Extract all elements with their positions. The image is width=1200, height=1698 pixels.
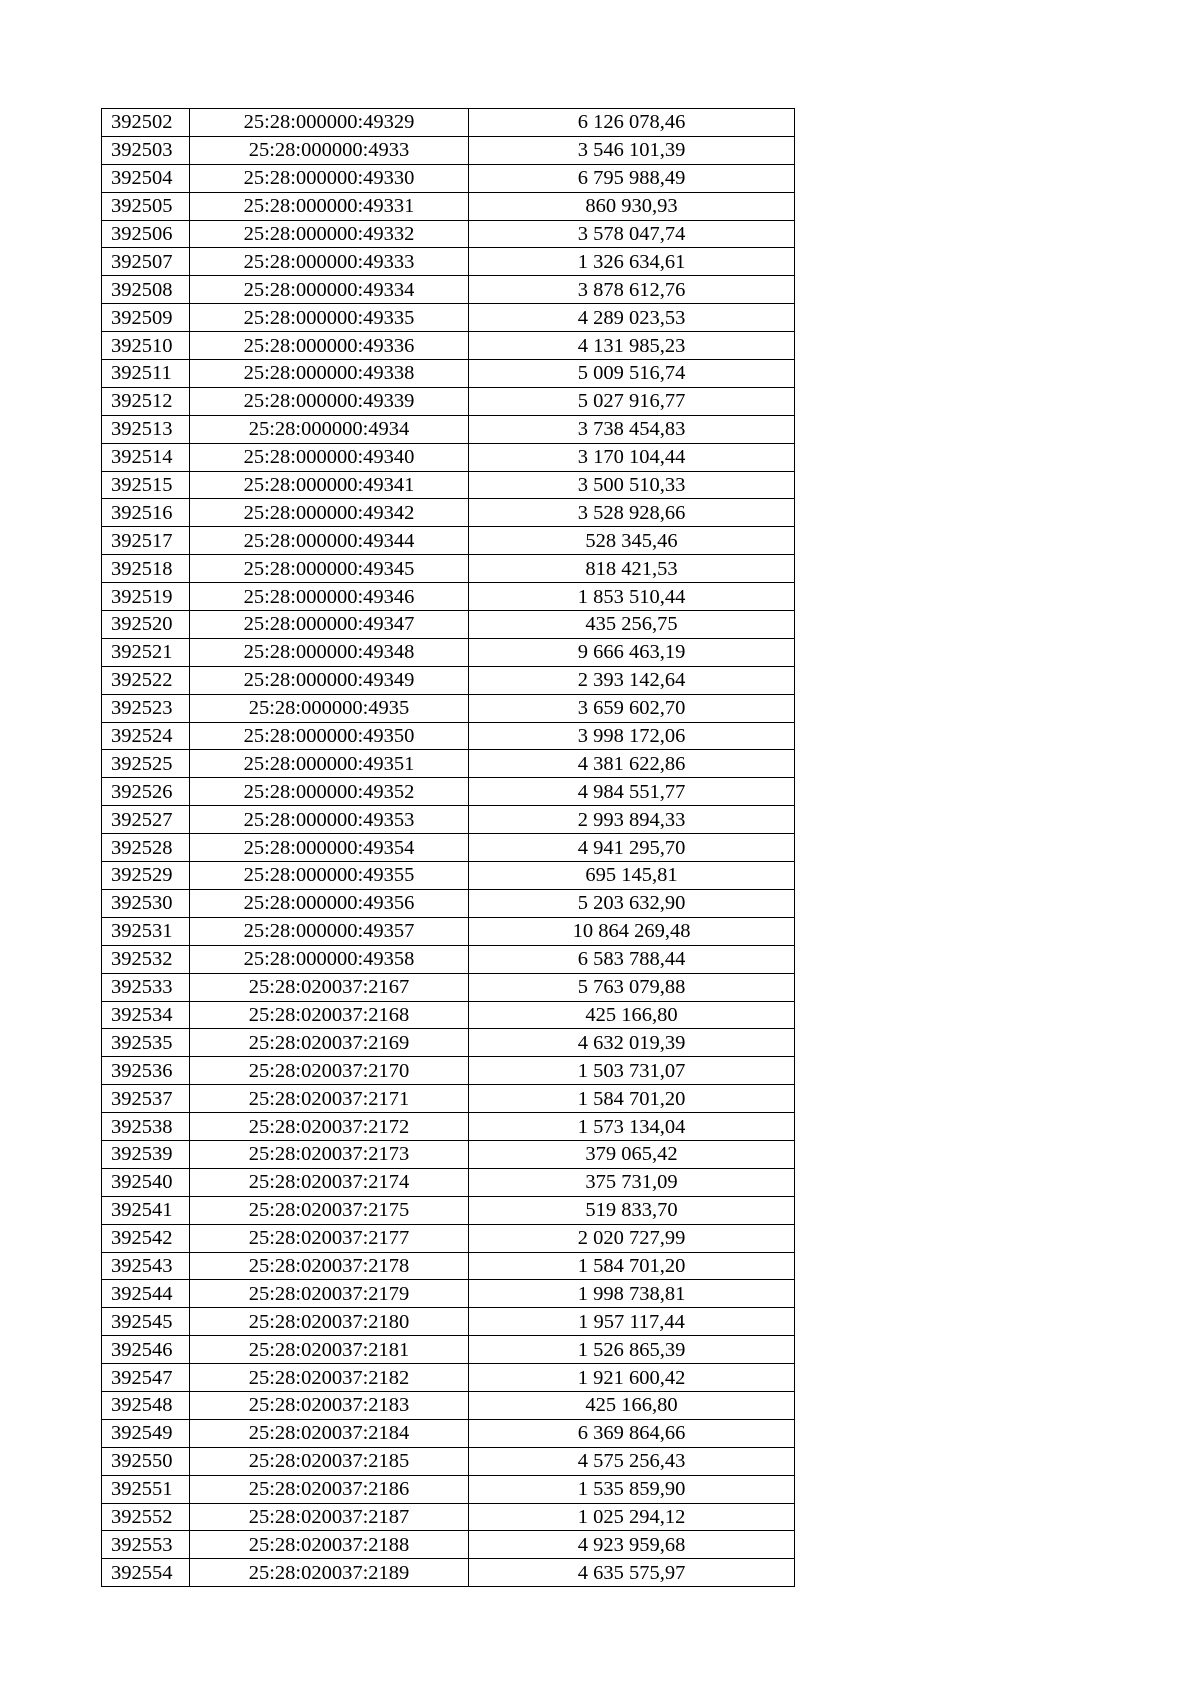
cadastral-value-table bbox=[101, 108, 795, 1587]
table-row bbox=[102, 1001, 795, 1029]
cadastral-number-cell: 25:28:000000:49344 bbox=[190, 527, 469, 555]
table-row bbox=[102, 1140, 795, 1168]
table-row bbox=[102, 1336, 795, 1364]
row-number-cell: 392545 bbox=[102, 1308, 190, 1336]
cadastral-value-cell: 4 575 256,43 bbox=[469, 1447, 795, 1475]
table-row bbox=[102, 1057, 795, 1085]
table-row bbox=[102, 555, 795, 583]
cadastral-number-cell: 25:28:000000:49349 bbox=[190, 666, 469, 694]
cadastral-value-cell: 6 126 078,46 bbox=[469, 109, 795, 137]
cadastral-number-cell: 25:28:000000:49336 bbox=[190, 332, 469, 360]
cadastral-value-cell: 1 326 634,61 bbox=[469, 248, 795, 276]
row-number-cell: 392519 bbox=[102, 583, 190, 611]
cadastral-value-cell: 1 503 731,07 bbox=[469, 1057, 795, 1085]
table-row bbox=[102, 499, 795, 527]
table-row bbox=[102, 1029, 795, 1057]
row-number-cell: 392549 bbox=[102, 1419, 190, 1447]
cadastral-value-cell: 4 984 551,77 bbox=[469, 778, 795, 806]
cadastral-number-cell: 25:28:020037:2184 bbox=[190, 1419, 469, 1447]
cadastral-number-cell: 25:28:020037:2173 bbox=[190, 1140, 469, 1168]
cadastral-value-cell: 5 203 632,90 bbox=[469, 889, 795, 917]
table-row bbox=[102, 1531, 795, 1559]
cadastral-number-cell: 25:28:020037:2182 bbox=[190, 1364, 469, 1392]
row-number-cell: 392536 bbox=[102, 1057, 190, 1085]
cadastral-number-cell: 25:28:020037:2172 bbox=[190, 1113, 469, 1141]
row-number-cell: 392540 bbox=[102, 1168, 190, 1196]
cadastral-value-cell: 2 993 894,33 bbox=[469, 806, 795, 834]
table-row bbox=[102, 750, 795, 778]
row-number-cell: 392551 bbox=[102, 1475, 190, 1503]
cadastral-value-cell: 3 578 047,74 bbox=[469, 220, 795, 248]
cadastral-number-cell: 25:28:000000:49340 bbox=[190, 443, 469, 471]
cadastral-value-cell: 1 025 294,12 bbox=[469, 1503, 795, 1531]
cadastral-number-cell: 25:28:000000:49330 bbox=[190, 164, 469, 192]
row-number-cell: 392547 bbox=[102, 1364, 190, 1392]
cadastral-number-cell: 25:28:000000:49353 bbox=[190, 806, 469, 834]
row-number-cell: 392542 bbox=[102, 1224, 190, 1252]
cadastral-number-cell: 25:28:000000:49355 bbox=[190, 862, 469, 890]
cadastral-value-cell: 3 546 101,39 bbox=[469, 136, 795, 164]
cadastral-value-cell: 435 256,75 bbox=[469, 611, 795, 639]
row-number-cell: 392537 bbox=[102, 1085, 190, 1113]
cadastral-value-cell: 4 635 575,97 bbox=[469, 1559, 795, 1587]
cadastral-number-cell: 25:28:020037:2187 bbox=[190, 1503, 469, 1531]
cadastral-value-cell: 3 500 510,33 bbox=[469, 471, 795, 499]
row-number-cell: 392516 bbox=[102, 499, 190, 527]
cadastral-number-cell: 25:28:020037:2174 bbox=[190, 1168, 469, 1196]
table-row bbox=[102, 1364, 795, 1392]
row-number-cell: 392550 bbox=[102, 1447, 190, 1475]
cadastral-value-cell: 4 632 019,39 bbox=[469, 1029, 795, 1057]
table-row bbox=[102, 973, 795, 1001]
cadastral-number-cell: 25:28:020037:2185 bbox=[190, 1447, 469, 1475]
cadastral-number-cell: 25:28:020037:2177 bbox=[190, 1224, 469, 1252]
table-row bbox=[102, 1559, 795, 1587]
cadastral-number-cell: 25:28:000000:4934 bbox=[190, 415, 469, 443]
cadastral-value-cell: 379 065,42 bbox=[469, 1140, 795, 1168]
cadastral-number-cell: 25:28:000000:49358 bbox=[190, 945, 469, 973]
cadastral-number-cell: 25:28:000000:4933 bbox=[190, 136, 469, 164]
row-number-cell: 392514 bbox=[102, 443, 190, 471]
table-row bbox=[102, 889, 795, 917]
cadastral-value-cell: 3 528 928,66 bbox=[469, 499, 795, 527]
cadastral-number-cell: 25:28:020037:2171 bbox=[190, 1085, 469, 1113]
table-row bbox=[102, 1280, 795, 1308]
cadastral-number-cell: 25:28:000000:49348 bbox=[190, 638, 469, 666]
table-row bbox=[102, 1224, 795, 1252]
cadastral-value-cell: 1 921 600,42 bbox=[469, 1364, 795, 1392]
table-row bbox=[102, 945, 795, 973]
row-number-cell: 392503 bbox=[102, 136, 190, 164]
cadastral-value-cell: 4 289 023,53 bbox=[469, 304, 795, 332]
row-number-cell: 392520 bbox=[102, 611, 190, 639]
cadastral-number-cell: 25:28:020037:2179 bbox=[190, 1280, 469, 1308]
row-number-cell: 392530 bbox=[102, 889, 190, 917]
cadastral-number-cell: 25:28:000000:49346 bbox=[190, 583, 469, 611]
table-row bbox=[102, 220, 795, 248]
cadastral-number-cell: 25:28:020037:2181 bbox=[190, 1336, 469, 1364]
table-row bbox=[102, 1085, 795, 1113]
table-row bbox=[102, 1252, 795, 1280]
table-row bbox=[102, 1196, 795, 1224]
cadastral-value-cell: 1 584 701,20 bbox=[469, 1085, 795, 1113]
table-row bbox=[102, 666, 795, 694]
table-row bbox=[102, 443, 795, 471]
table-row bbox=[102, 778, 795, 806]
row-number-cell: 392515 bbox=[102, 471, 190, 499]
cadastral-value-cell: 1 998 738,81 bbox=[469, 1280, 795, 1308]
cadastral-number-cell: 25:28:000000:49357 bbox=[190, 917, 469, 945]
cadastral-number-cell: 25:28:020037:2188 bbox=[190, 1531, 469, 1559]
cadastral-value-cell: 425 166,80 bbox=[469, 1001, 795, 1029]
table-row bbox=[102, 136, 795, 164]
row-number-cell: 392504 bbox=[102, 164, 190, 192]
cadastral-value-cell: 860 930,93 bbox=[469, 192, 795, 220]
cadastral-value-cell: 2 393 142,64 bbox=[469, 666, 795, 694]
cadastral-number-cell: 25:28:000000:49352 bbox=[190, 778, 469, 806]
cadastral-value-cell: 1 526 865,39 bbox=[469, 1336, 795, 1364]
table-row bbox=[102, 332, 795, 360]
cadastral-value-cell: 1 573 134,04 bbox=[469, 1113, 795, 1141]
cadastral-number-cell: 25:28:000000:49347 bbox=[190, 611, 469, 639]
row-number-cell: 392508 bbox=[102, 276, 190, 304]
cadastral-value-cell: 519 833,70 bbox=[469, 1196, 795, 1224]
cadastral-number-cell: 25:28:020037:2175 bbox=[190, 1196, 469, 1224]
row-number-cell: 392539 bbox=[102, 1140, 190, 1168]
cadastral-value-cell: 4 941 295,70 bbox=[469, 834, 795, 862]
cadastral-number-cell: 25:28:000000:49351 bbox=[190, 750, 469, 778]
row-number-cell: 392513 bbox=[102, 415, 190, 443]
table-row bbox=[102, 917, 795, 945]
cadastral-number-cell: 25:28:000000:49342 bbox=[190, 499, 469, 527]
cadastral-value-cell: 6 583 788,44 bbox=[469, 945, 795, 973]
table-row bbox=[102, 1168, 795, 1196]
cadastral-number-cell: 25:28:000000:49339 bbox=[190, 387, 469, 415]
row-number-cell: 392552 bbox=[102, 1503, 190, 1531]
row-number-cell: 392529 bbox=[102, 862, 190, 890]
table-row bbox=[102, 360, 795, 388]
cadastral-value-cell: 1 584 701,20 bbox=[469, 1252, 795, 1280]
table-row bbox=[102, 387, 795, 415]
row-number-cell: 392525 bbox=[102, 750, 190, 778]
row-number-cell: 392534 bbox=[102, 1001, 190, 1029]
row-number-cell: 392524 bbox=[102, 722, 190, 750]
row-number-cell: 392506 bbox=[102, 220, 190, 248]
row-number-cell: 392522 bbox=[102, 666, 190, 694]
cadastral-value-cell: 5 027 916,77 bbox=[469, 387, 795, 415]
row-number-cell: 392523 bbox=[102, 694, 190, 722]
table-row bbox=[102, 583, 795, 611]
row-number-cell: 392505 bbox=[102, 192, 190, 220]
cadastral-number-cell: 25:28:020037:2170 bbox=[190, 1057, 469, 1085]
row-number-cell: 392532 bbox=[102, 945, 190, 973]
table-row bbox=[102, 1113, 795, 1141]
cadastral-value-cell: 4 381 622,86 bbox=[469, 750, 795, 778]
cadastral-value-cell: 10 864 269,48 bbox=[469, 917, 795, 945]
table-body bbox=[102, 109, 795, 1587]
table-row bbox=[102, 1447, 795, 1475]
row-number-cell: 392507 bbox=[102, 248, 190, 276]
table-row bbox=[102, 1475, 795, 1503]
table-row bbox=[102, 611, 795, 639]
row-number-cell: 392544 bbox=[102, 1280, 190, 1308]
cadastral-value-cell: 3 659 602,70 bbox=[469, 694, 795, 722]
cadastral-number-cell: 25:28:000000:49331 bbox=[190, 192, 469, 220]
row-number-cell: 392502 bbox=[102, 109, 190, 137]
cadastral-value-cell: 4 923 959,68 bbox=[469, 1531, 795, 1559]
cadastral-number-cell: 25:28:000000:49356 bbox=[190, 889, 469, 917]
cadastral-value-cell: 695 145,81 bbox=[469, 862, 795, 890]
table-row bbox=[102, 109, 795, 137]
cadastral-value-cell: 3 738 454,83 bbox=[469, 415, 795, 443]
row-number-cell: 392509 bbox=[102, 304, 190, 332]
table-row bbox=[102, 164, 795, 192]
row-number-cell: 392521 bbox=[102, 638, 190, 666]
table-row bbox=[102, 415, 795, 443]
cadastral-value-cell: 528 345,46 bbox=[469, 527, 795, 555]
row-number-cell: 392527 bbox=[102, 806, 190, 834]
row-number-cell: 392541 bbox=[102, 1196, 190, 1224]
cadastral-value-cell: 4 131 985,23 bbox=[469, 332, 795, 360]
table-row bbox=[102, 276, 795, 304]
cadastral-number-cell: 25:28:020037:2178 bbox=[190, 1252, 469, 1280]
cadastral-number-cell: 25:28:020037:2169 bbox=[190, 1029, 469, 1057]
cadastral-number-cell: 25:28:000000:4935 bbox=[190, 694, 469, 722]
cadastral-value-cell: 2 020 727,99 bbox=[469, 1224, 795, 1252]
row-number-cell: 392554 bbox=[102, 1559, 190, 1587]
cadastral-value-cell: 3 170 104,44 bbox=[469, 443, 795, 471]
table-row bbox=[102, 834, 795, 862]
cadastral-number-cell: 25:28:020037:2180 bbox=[190, 1308, 469, 1336]
row-number-cell: 392517 bbox=[102, 527, 190, 555]
cadastral-number-cell: 25:28:020037:2186 bbox=[190, 1475, 469, 1503]
cadastral-number-cell: 25:28:000000:49345 bbox=[190, 555, 469, 583]
table-row bbox=[102, 862, 795, 890]
row-number-cell: 392533 bbox=[102, 973, 190, 1001]
row-number-cell: 392531 bbox=[102, 917, 190, 945]
row-number-cell: 392526 bbox=[102, 778, 190, 806]
cadastral-number-cell: 25:28:000000:49332 bbox=[190, 220, 469, 248]
row-number-cell: 392512 bbox=[102, 387, 190, 415]
cadastral-number-cell: 25:28:000000:49354 bbox=[190, 834, 469, 862]
cadastral-value-cell: 5 763 079,88 bbox=[469, 973, 795, 1001]
table-row bbox=[102, 694, 795, 722]
table-row bbox=[102, 304, 795, 332]
table-row bbox=[102, 192, 795, 220]
cadastral-value-cell: 3 998 172,06 bbox=[469, 722, 795, 750]
cadastral-value-cell: 3 878 612,76 bbox=[469, 276, 795, 304]
table-row bbox=[102, 1503, 795, 1531]
table-row bbox=[102, 471, 795, 499]
cadastral-value-cell: 5 009 516,74 bbox=[469, 360, 795, 388]
cadastral-number-cell: 25:28:020037:2183 bbox=[190, 1391, 469, 1419]
row-number-cell: 392553 bbox=[102, 1531, 190, 1559]
table-row bbox=[102, 806, 795, 834]
table-row bbox=[102, 1391, 795, 1419]
cadastral-number-cell: 25:28:000000:49333 bbox=[190, 248, 469, 276]
table-row bbox=[102, 1308, 795, 1336]
cadastral-number-cell: 25:28:000000:49329 bbox=[190, 109, 469, 137]
row-number-cell: 392546 bbox=[102, 1336, 190, 1364]
row-number-cell: 392543 bbox=[102, 1252, 190, 1280]
row-number-cell: 392518 bbox=[102, 555, 190, 583]
cadastral-number-cell: 25:28:000000:49350 bbox=[190, 722, 469, 750]
table-row bbox=[102, 638, 795, 666]
row-number-cell: 392535 bbox=[102, 1029, 190, 1057]
table-row bbox=[102, 527, 795, 555]
row-number-cell: 392538 bbox=[102, 1113, 190, 1141]
row-number-cell: 392548 bbox=[102, 1391, 190, 1419]
cadastral-number-cell: 25:28:000000:49334 bbox=[190, 276, 469, 304]
cadastral-value-cell: 375 731,09 bbox=[469, 1168, 795, 1196]
cadastral-number-cell: 25:28:020037:2189 bbox=[190, 1559, 469, 1587]
row-number-cell: 392510 bbox=[102, 332, 190, 360]
row-number-cell: 392528 bbox=[102, 834, 190, 862]
row-number-cell: 392511 bbox=[102, 360, 190, 388]
cadastral-value-cell: 1 957 117,44 bbox=[469, 1308, 795, 1336]
cadastral-value-cell: 425 166,80 bbox=[469, 1391, 795, 1419]
cadastral-value-cell: 1 535 859,90 bbox=[469, 1475, 795, 1503]
table-row bbox=[102, 722, 795, 750]
table-row bbox=[102, 1419, 795, 1447]
cadastral-number-cell: 25:28:000000:49341 bbox=[190, 471, 469, 499]
cadastral-value-cell: 1 853 510,44 bbox=[469, 583, 795, 611]
cadastral-number-cell: 25:28:000000:49338 bbox=[190, 360, 469, 388]
cadastral-value-cell: 9 666 463,19 bbox=[469, 638, 795, 666]
cadastral-value-cell: 6 795 988,49 bbox=[469, 164, 795, 192]
table-row bbox=[102, 248, 795, 276]
cadastral-number-cell: 25:28:020037:2168 bbox=[190, 1001, 469, 1029]
cadastral-value-cell: 6 369 864,66 bbox=[469, 1419, 795, 1447]
cadastral-number-cell: 25:28:020037:2167 bbox=[190, 973, 469, 1001]
cadastral-number-cell: 25:28:000000:49335 bbox=[190, 304, 469, 332]
cadastral-value-cell: 818 421,53 bbox=[469, 555, 795, 583]
